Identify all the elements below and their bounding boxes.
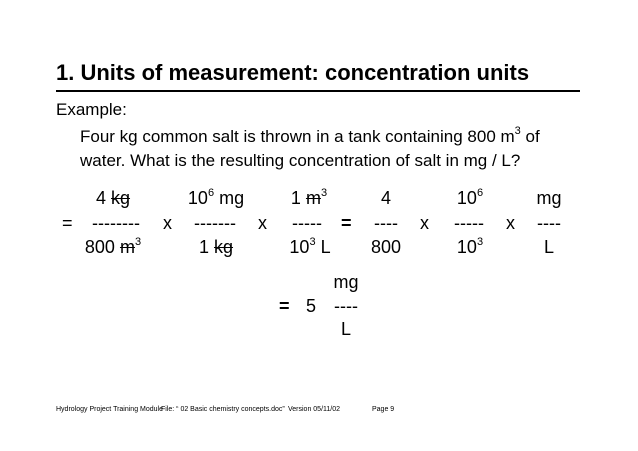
footer-module: Hydrology Project Training Module: [56, 406, 163, 413]
g3-numerator: mg: [536, 188, 562, 208]
f2-den-unit: kg: [214, 237, 234, 257]
f3-den-sup: 3: [309, 236, 316, 248]
f2-numerator: [188, 188, 244, 209]
g2-den-base: 10: [456, 237, 477, 257]
f1-fraction-bar: --------: [92, 213, 140, 233]
result-value: 5: [306, 296, 317, 316]
f1-denominator: [85, 237, 141, 258]
slide-title: 1. Units of measurement: concentration units: [56, 60, 530, 85]
footer-file: File: “ 02 Basic chemistry concepts.doc”: [161, 406, 285, 413]
problem-line-1: [80, 127, 540, 147]
f1-num-unit: kg: [111, 188, 131, 208]
result-fraction-bar: ----: [334, 296, 358, 316]
f2-denominator: [199, 237, 233, 258]
f2-num-sup: 6: [207, 187, 215, 199]
g2-numerator: [457, 188, 483, 209]
times-sign-4: x: [506, 213, 515, 233]
title-underline: [56, 90, 580, 92]
g2-num-sup: 6: [476, 187, 484, 199]
g1-denominator: 800: [370, 237, 402, 257]
g2-fraction-bar: -----: [454, 213, 484, 233]
f1-num-value: 4: [95, 188, 106, 208]
problem-line-1-text: Four kg common salt is thrown in a tank containing 800 m: [80, 127, 515, 146]
f2-num-unit: mg: [219, 188, 245, 208]
g3-denominator: L: [543, 237, 555, 257]
example-label: Example:: [56, 100, 127, 119]
f1-den-unit: m: [119, 237, 135, 257]
g2-num-base: 10: [456, 188, 477, 208]
f3-fraction-bar: -----: [292, 213, 322, 233]
f3-den-base: 10: [289, 237, 310, 257]
equals-sign-1: =: [62, 213, 73, 233]
problem-line-2: water. What is the resulting concentration of salt in mg / L?: [80, 151, 521, 170]
g1-fraction-bar: ----: [374, 213, 398, 233]
f2-fraction-bar: -------: [194, 213, 236, 233]
f3-numerator: [291, 188, 327, 209]
g3-fraction-bar: ----: [537, 213, 561, 233]
times-sign-2: x: [258, 213, 267, 233]
footer-version: Version 05/11/02: [288, 406, 341, 413]
f3-num-unit: m: [305, 188, 321, 208]
result-numerator: mg: [333, 272, 359, 292]
g2-den-sup: 3: [476, 236, 484, 248]
f1-den-sup: 3: [134, 236, 142, 248]
result-denominator: L: [340, 319, 352, 339]
f3-den-unit: L: [320, 237, 331, 257]
times-sign-1: x: [163, 213, 172, 233]
f3-num-sup: 3: [320, 187, 328, 199]
equals-sign-2: =: [341, 213, 352, 233]
f2-den-value: 1: [198, 237, 209, 257]
f1-numerator: [96, 188, 130, 209]
footer-page: Page 9: [372, 406, 395, 413]
f2-num-base: 10: [187, 188, 208, 208]
times-sign-3: x: [420, 213, 429, 233]
problem-line-1-tail: of: [520, 127, 540, 146]
f3-denominator: [289, 237, 330, 258]
g1-numerator: 4: [380, 188, 392, 208]
f1-den-value: 800: [84, 237, 115, 257]
problem-line-1-sup: 3: [514, 125, 521, 137]
g2-denominator: [457, 237, 483, 258]
result-equals-sign: =: [279, 296, 290, 316]
f3-num-value: 1: [290, 188, 301, 208]
